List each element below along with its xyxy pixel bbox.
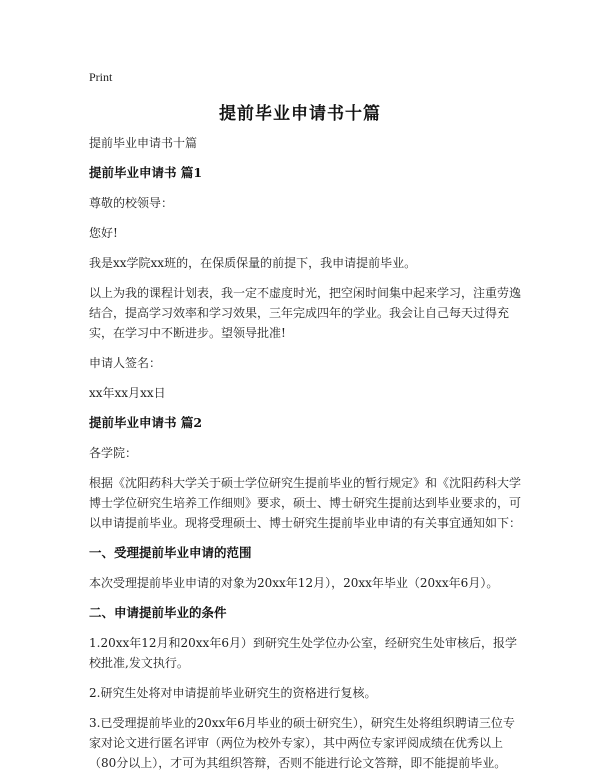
paragraph: xx年xx月xx日	[89, 386, 166, 400]
paragraph: 1.20xx年12月和20xx年6月）到研究生处学位办公室，经研究生处审核后，报学校批准,发文执行。	[89, 636, 517, 670]
paragraph: 根据《沈阳药科大学关于硕士学位研究生提前毕业的暂行规定》和《沈阳药科大学博士学位研究生培养工作细则》要求，硕士、博士研究生提前达到毕业要求的，可以申请提前毕业。现将受理硕士、博士研究生提前毕业申请的有关事宜通知如下：	[89, 476, 522, 530]
document-body	[89, 133, 521, 783]
print-label: Print	[89, 70, 113, 84]
section-heading: 提前毕业申请书 篇2	[89, 415, 203, 430]
paragraph: 我是xx学院xx班的，在保质保量的前提下，我申请提前毕业。	[89, 256, 417, 270]
paragraph: 尊敬的校领导：	[89, 196, 174, 210]
section-heading: 提前毕业申请书 篇1	[89, 165, 203, 180]
section-heading: 一、受理提前毕业申请的范围	[89, 545, 252, 560]
paragraph: 2.研究生处将对申请提前毕业研究生的资格进行复核。	[89, 686, 377, 700]
paragraph: 以上为我的课程计划表，我一定不虚度时光，把空闲时间集中起来学习，注重劳逸结合，提高学习效率和学习效果，三年完成四年的学业。我会让自己每天过得充实，在学习中不断进步。望领导批准!	[89, 286, 522, 340]
section-heading: 二、申请提前毕业的条件	[89, 605, 227, 620]
paragraph: 您好!	[89, 226, 118, 240]
paragraph: 提前毕业申请书十篇	[89, 136, 198, 150]
paragraph: 本次受理提前毕业申请的对象为20xx年12月），20xx年毕业（20xx年6月）。	[89, 576, 499, 590]
document-title: 提前毕业申请书十篇	[219, 104, 381, 124]
paragraph: 3.已受理提前毕业的20xx年6月毕业的硕士研究生），研究生处将组织聘请三位专家对论文进行匿名评审（两位为校外专家），其中两位专家评阅成绩在优秀以上（80分以上），才可为其组织答辩，否则不能进行论文答辩，即不能提前毕业。	[89, 716, 515, 770]
paragraph: 各学院：	[89, 446, 138, 460]
paragraph: 申请人签名：	[89, 356, 162, 370]
